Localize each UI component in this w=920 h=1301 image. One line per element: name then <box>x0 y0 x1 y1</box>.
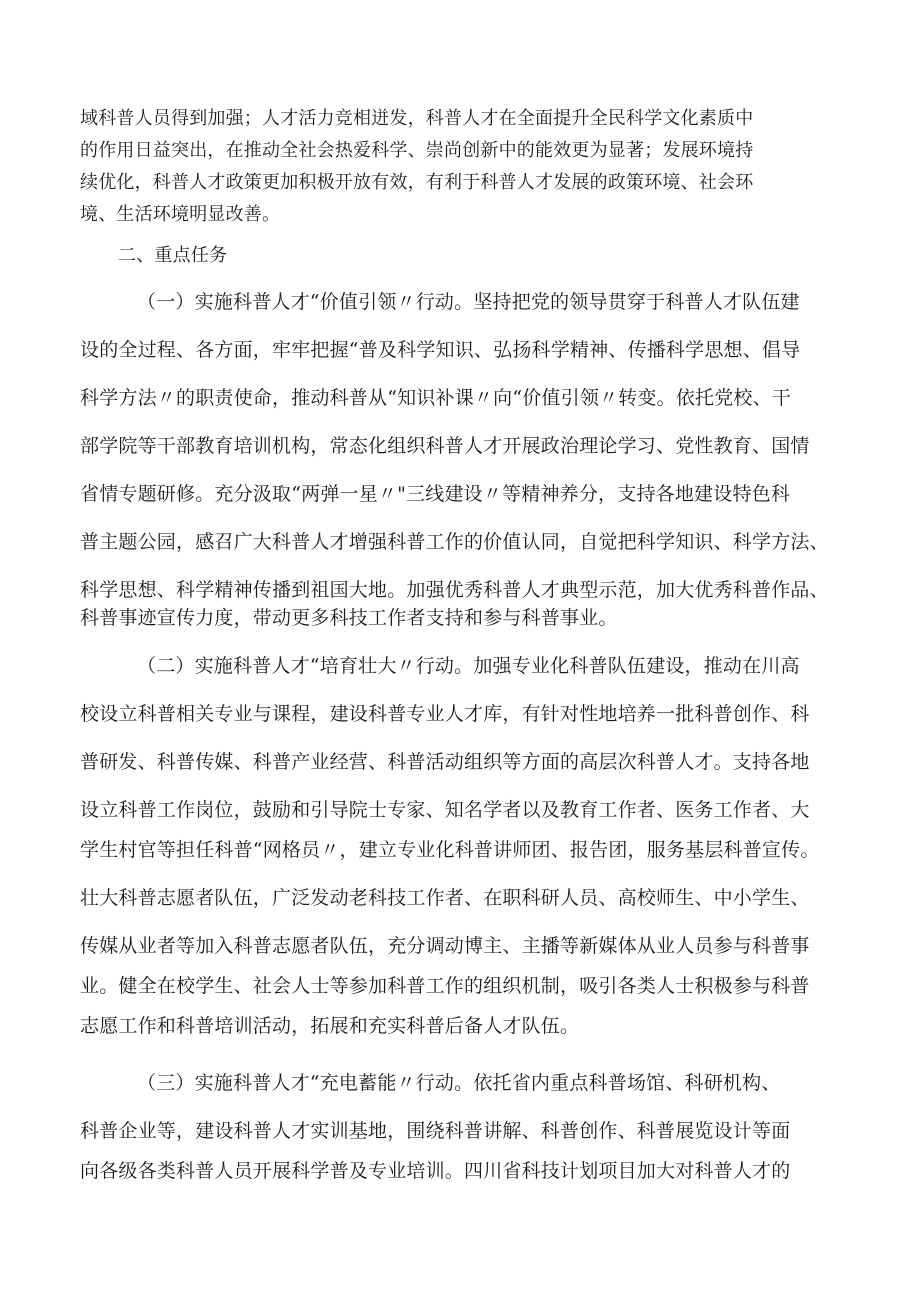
text-line: 业。健全在校学生、社会人士等参加科普工作的组织机制，吸引各类人士积极参与科普 <box>80 975 810 997</box>
text-line: 科普企业等，建设科普人才实训基地，围绕科普讲解、科普创作、科普展览设计等面 <box>80 1120 791 1142</box>
text-line: 壮大科普志愿者队伍，广泛发动老科技工作者、在职科研人员、高校师生、中小学生、 <box>80 887 810 909</box>
text-line: 普主题公园，感召广大科普人才增强科普工作的价值认同，自觉把科学知识、科学方法、 <box>80 531 829 553</box>
text-line: 设的全过程、各方面，牢牢把握“普及科学知识、弘扬科学精神、传播科学思想、倡导 <box>80 339 801 361</box>
text-line: 向各级各类科普人员开展科学普及专业培训。四川省科技计划项目加大对科普人才的 <box>80 1160 791 1182</box>
text-line: 学生村官等担任科普“网格员〃，建立专业化科普讲师团、报告团，服务基层科普宣传。 <box>80 839 820 861</box>
text-line: （二）实施科普人才“培育壮大〃行动。加强专业化科普队伍建设，推动在川高 <box>137 655 800 677</box>
text-line: 传媒从业者等加入科普志愿者队伍，充分调动博主、主播等新媒体从业人员参与科普事 <box>80 935 810 957</box>
text-line: 设立科普工作岗位，鼓励和引导院士专家、知名学者以及教育工作者、医务工作者、大 <box>80 799 810 821</box>
text-line: 续优化，科普人才政策更加积极开放有效，有利于科普人才发展的政策环境、社会环 <box>80 172 754 193</box>
text-line: 科学思想、科学精神传播到祖国大地。加强优秀科普人才典型示范，加大优秀科普作品、 <box>80 579 829 601</box>
text-line: 境、生活环境明显改善。 <box>80 204 281 225</box>
text-line: 的作用日益突出，在推动全社会热爱科学、崇尚创新中的能效更为显著；发展环境持 <box>80 140 754 161</box>
text-line: （一）实施科普人才“价值引领〃行动。坚持把党的领导贯穿于科普人才队伍建 <box>137 291 800 313</box>
text-line: 部学院等干部教育培训机构，常态化组织科普人才开展政治理论学习、党性教育、国情 <box>80 435 810 457</box>
text-line: 校设立科普相关专业与课程，建设科普专业人才库，有针对性地培养一批科普创作、科 <box>80 703 810 725</box>
text-line: 省情专题研修。充分汲取“两弹一星〃"三线建设〃等精神养分，支持各地建设特色科 <box>80 483 791 505</box>
text-line: （三）实施科普人才“充电蓄能〃行动。依托省内重点科普场馆、科研机构、 <box>137 1072 781 1094</box>
text-line: 科学方法〃的职责使命，推动科普从“知识补课〃向“价值引领〃转变。依托党校、干 <box>80 387 792 409</box>
text-line: 科普事迹宣传力度，带动更多科技工作者支持和参与科普事业。 <box>80 607 618 629</box>
text-line: 志愿工作和科普培训活动，拓展和充实科普后备人才队伍。 <box>80 1015 580 1037</box>
section-heading: 二、重点任务 <box>118 245 228 266</box>
text-line: 域科普人员得到加强；人才活力竞相迸发，科普人才在全面提升全民科学文化素质中 <box>80 108 754 129</box>
text-line: 普研发、科普传媒、科普产业经营、科普活动组织等方面的高层次科普人才。支持各地 <box>80 751 810 773</box>
